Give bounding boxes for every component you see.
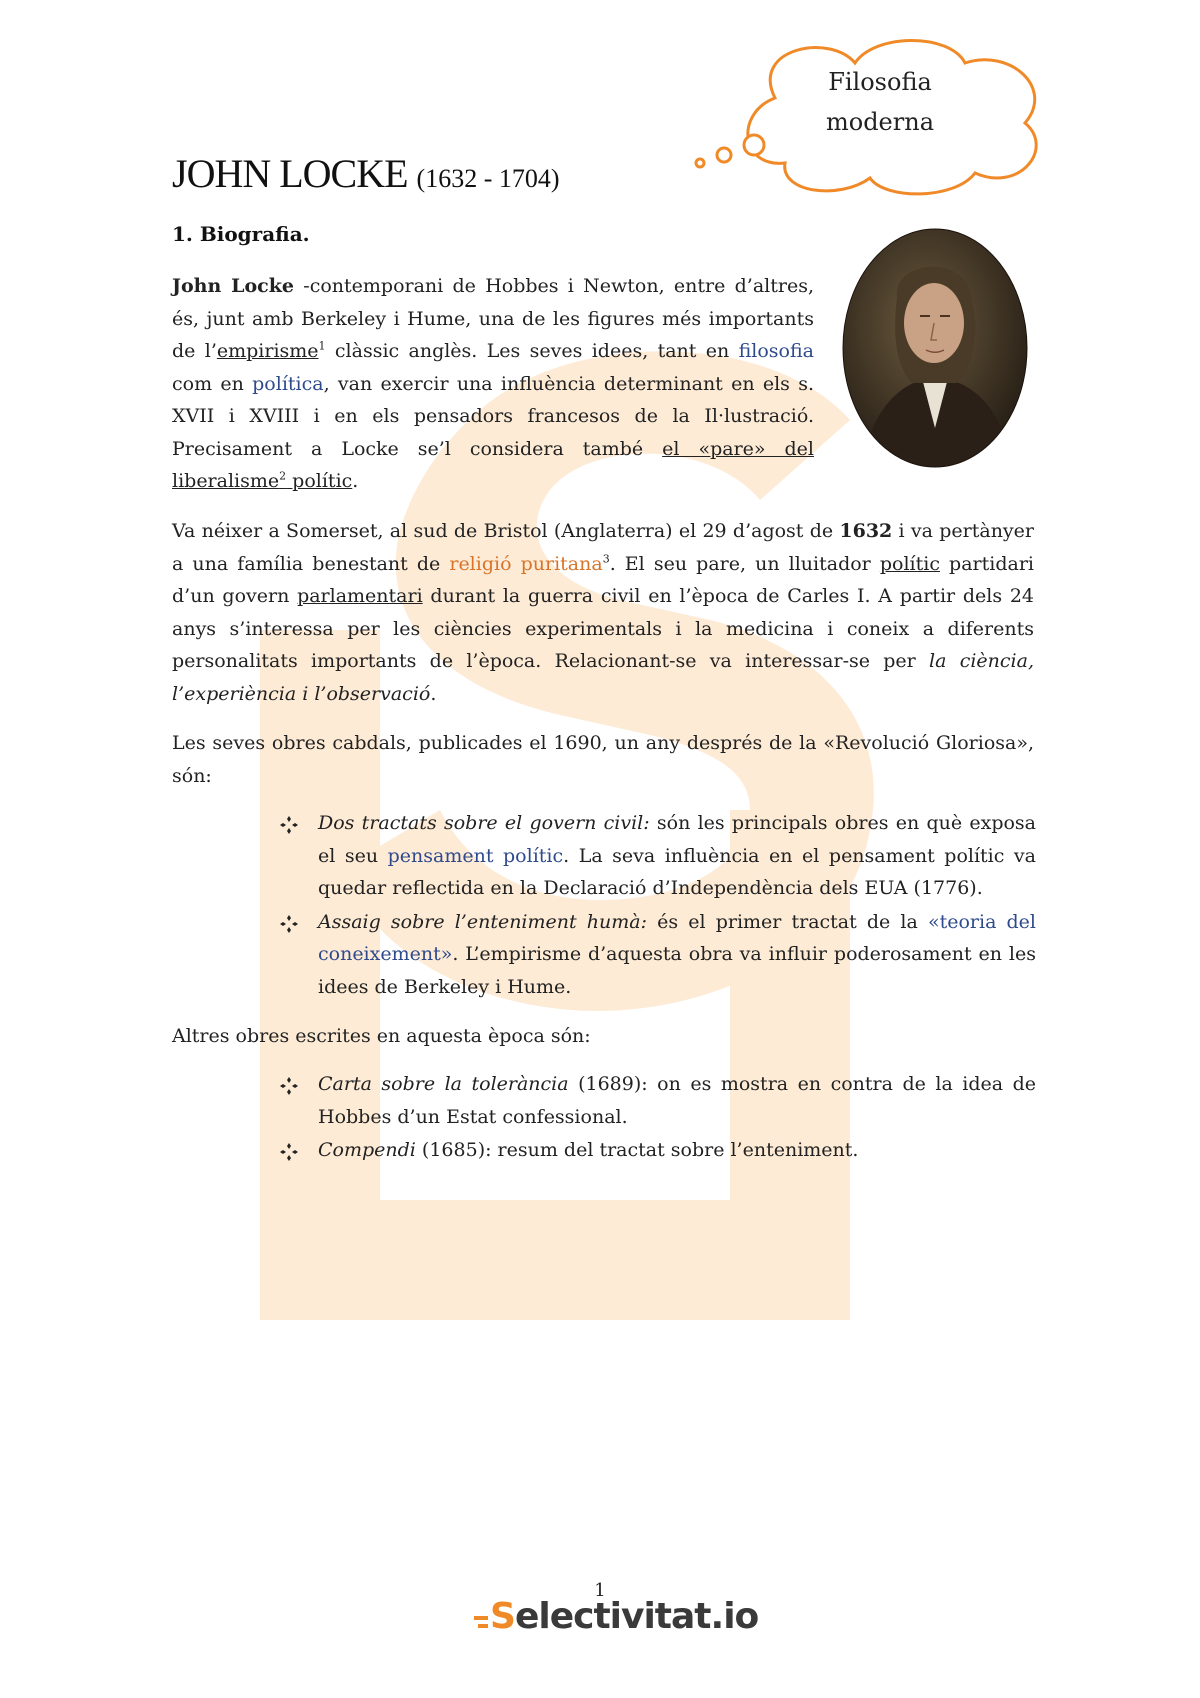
list-item — [280, 807, 1036, 905]
empirisme-term: empirisme — [216, 340, 319, 362]
work-desc-2: . La seva influència en el pensament polític va quedar reflectida en la Declaració d’Independència dels EUA (1776). — [318, 844, 1036, 899]
four-diamond-bullet-icon — [280, 1077, 298, 1095]
footnote-ref-1: 1 — [318, 339, 326, 353]
work-title: Dos tractats sobre el govern civil: — [318, 812, 650, 834]
p1-text-4: , van exercir una influència determinant en els s. XVII i XVIII i en els pensadors francesos de la Il·lustració. Precisament a Locke se’l considera també — [172, 372, 814, 460]
p2-text-5: durant la guerra civil en l’època de Carles I. A partir dels 24 anys s’interessa per les ciències experimentals i la medicina i coneix a diferents personalitats importants de l’època. Relacionant-se va interessar-se per — [172, 585, 1034, 672]
filosofia-link[interactable]: filosofia — [738, 340, 814, 362]
footnote-ref-3: 3 — [602, 552, 610, 566]
author-name: JOHN LOCKE — [172, 151, 408, 196]
religio-link[interactable]: religió puritana — [449, 552, 603, 575]
p1-text-3: com en — [172, 372, 253, 395]
logo-dash-icon — [474, 1611, 498, 1633]
p1-text-1: -contemporani de Hobbes i Newton, entre d’altres, és, junt amb Berkeley i Hume, una de les figures més importants de l’ — [172, 275, 814, 362]
work-title: Compendi — [318, 1139, 416, 1161]
author-dates: (1632 - 1704) — [416, 164, 560, 193]
other-works-list — [280, 1068, 1036, 1168]
work-desc: (1685): resum del tractat sobre l’enteniment. — [415, 1139, 859, 1161]
name-bold: John Locke — [172, 275, 294, 297]
work-title: Assaig sobre l’enteniment humà: — [318, 910, 647, 933]
logo-s: S — [490, 1596, 515, 1637]
logo-rest: electivitat.io — [514, 1596, 759, 1637]
list-item — [280, 906, 1036, 1004]
work-desc-1: és el primer tractat de la — [647, 910, 928, 933]
page-number: 1 — [594, 1580, 606, 1601]
portrait-image — [842, 228, 1028, 468]
birth-year: 1632 — [839, 520, 893, 542]
cloud-label — [770, 62, 990, 142]
politic-text: polític — [286, 470, 353, 492]
pensament-politic-link[interactable]: pensament polític — [387, 844, 564, 867]
work-title: Carta sobre la tolerància — [318, 1073, 569, 1095]
section-heading: 1. Biografia. — [172, 222, 310, 246]
cloud-line-1: Filosofia — [828, 68, 932, 96]
birth-paragraph — [172, 515, 1034, 710]
politica-link[interactable]: política — [252, 372, 324, 395]
other-works-intro: Altres obres escrites en aquesta època són: — [172, 1025, 591, 1047]
ciencia-phrase: la ciència, l’experiència i l’observació — [172, 650, 1034, 705]
p2-text-2: i va pertànyer a una família benestant de — [172, 520, 1034, 575]
pare-text: el «pare» del liberalisme — [172, 437, 814, 492]
selectivitat-logo[interactable] — [490, 1596, 758, 1637]
p1-text-2: clàssic anglès. Les seves idees, tant en — [325, 340, 739, 362]
footnote-ref-2: 2 — [279, 469, 287, 483]
p1-text-5: . — [352, 470, 359, 492]
work-desc: (1689): on es mostra en contra de la idea de Hobbes d’un Estat confessional. — [318, 1073, 1036, 1128]
parlamentari-term: parlamentari — [297, 585, 423, 607]
p2-text-4: partidari d’un govern — [172, 552, 1034, 607]
main-works-list — [280, 807, 1036, 1004]
works-intro-paragraph: Les seves obres cabdals, publicades el 1690, un any després de la «Revolució Gloriosa», són: — [172, 732, 1034, 787]
p2-text-1: Va néixer a Somerset, al sud de Bristol (Anglaterra) el 29 d’agost de — [172, 520, 840, 542]
four-diamond-bullet-icon — [280, 816, 298, 834]
work-desc-2: . L’empirisme d’aquesta obra va influir poderosament en les idees de Berkeley i Hume. — [318, 943, 1036, 998]
page-title — [172, 150, 560, 197]
politic-term: polític — [879, 552, 940, 575]
list-item — [280, 1134, 1036, 1167]
teoria-coneixement-link[interactable]: «teoria del coneixement» — [318, 910, 1037, 965]
cloud-line-2: moderna — [825, 108, 934, 136]
p2-text-6: . — [430, 682, 437, 705]
four-diamond-bullet-icon — [280, 1143, 298, 1161]
four-diamond-bullet-icon — [280, 915, 298, 933]
work-desc-1: són les principals obres en què exposa el seu — [318, 812, 1036, 867]
list-item — [280, 1068, 1036, 1133]
p2-text-3: . El seu pare, un lluitador — [609, 552, 880, 575]
intro-paragraph — [172, 270, 814, 498]
